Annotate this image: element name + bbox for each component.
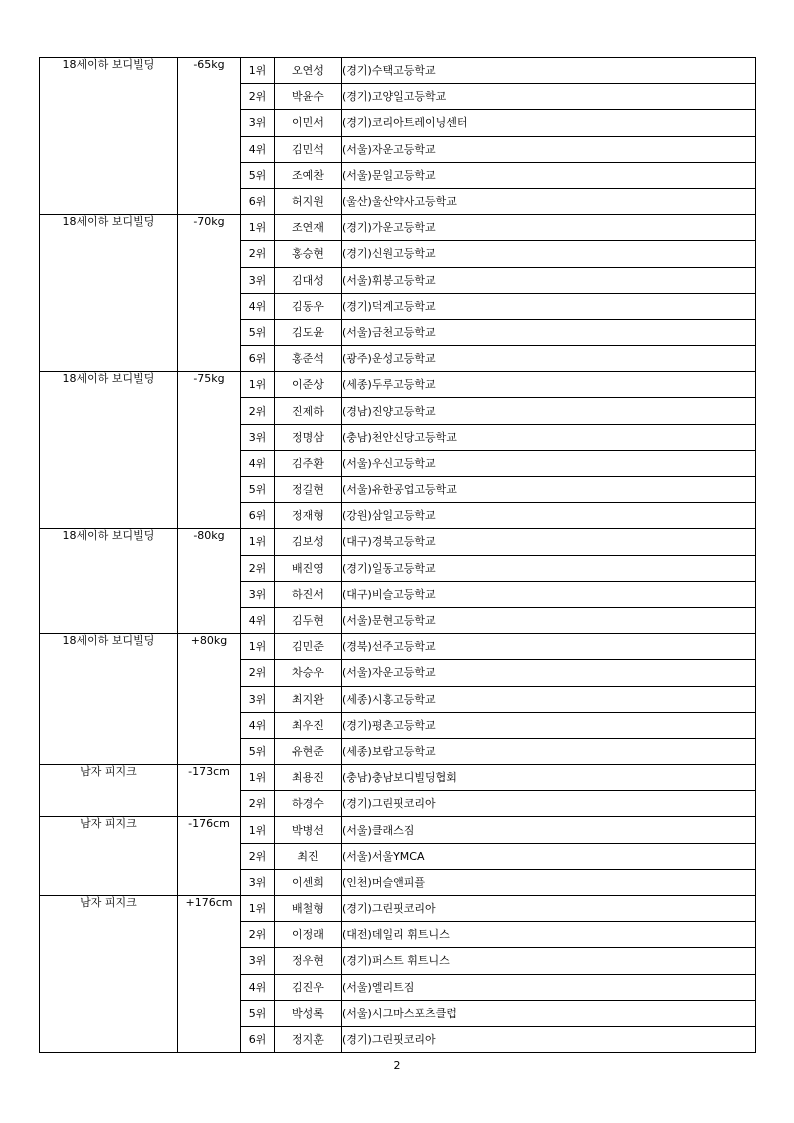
affiliation-cell: (서울)서울YMCA xyxy=(342,843,756,869)
name-cell: 배철형 xyxy=(275,896,342,922)
rank-cell: 1위 xyxy=(241,765,275,791)
affiliation-cell: (경기)그린핏코리아 xyxy=(342,791,756,817)
rank-cell: 1위 xyxy=(241,817,275,843)
class-cell: +176cm xyxy=(178,896,241,1053)
name-cell: 조예찬 xyxy=(275,162,342,188)
affiliation-cell: (광주)운성고등학교 xyxy=(342,346,756,372)
rank-cell: 1위 xyxy=(241,215,275,241)
class-cell: -65kg xyxy=(178,58,241,215)
name-cell: 박성록 xyxy=(275,1000,342,1026)
class-cell: -176cm xyxy=(178,817,241,896)
page-number: 2 xyxy=(393,1059,401,1072)
name-cell: 하진서 xyxy=(275,581,342,607)
affiliation-cell: (서울)우신고등학교 xyxy=(342,450,756,476)
rank-cell: 1위 xyxy=(241,529,275,555)
affiliation-cell: (경기)그린핏코리아 xyxy=(342,896,756,922)
affiliation-cell: (서울)유한공업고등학교 xyxy=(342,477,756,503)
rank-cell: 1위 xyxy=(241,372,275,398)
affiliation-cell: (강원)삼일고등학교 xyxy=(342,503,756,529)
rank-cell: 2위 xyxy=(241,843,275,869)
name-cell: 허지원 xyxy=(275,188,342,214)
name-cell: 최진 xyxy=(275,843,342,869)
results-body xyxy=(40,58,756,1053)
affiliation-cell: (경기)코리아트레이닝센터 xyxy=(342,110,756,136)
affiliation-cell: (서울)휘봉고등학교 xyxy=(342,267,756,293)
event-cell: 18세이하 보디빌딩 xyxy=(40,215,178,372)
event-cell: 18세이하 보디빌딩 xyxy=(40,634,178,765)
name-cell: 이정래 xyxy=(275,922,342,948)
name-cell: 최우진 xyxy=(275,712,342,738)
affiliation-cell: (경기)가운고등학교 xyxy=(342,215,756,241)
affiliation-cell: (대전)데일리 휘트니스 xyxy=(342,922,756,948)
table-row xyxy=(40,215,756,241)
rank-cell: 2위 xyxy=(241,555,275,581)
name-cell: 박윤수 xyxy=(275,84,342,110)
rank-cell: 3위 xyxy=(241,869,275,895)
affiliation-cell: (서울)클래스짐 xyxy=(342,817,756,843)
name-cell: 최지완 xyxy=(275,686,342,712)
rank-cell: 5위 xyxy=(241,1000,275,1026)
name-cell: 김도윤 xyxy=(275,319,342,345)
name-cell: 이민서 xyxy=(275,110,342,136)
name-cell: 김진우 xyxy=(275,974,342,1000)
rank-cell: 2위 xyxy=(241,84,275,110)
name-cell: 김동우 xyxy=(275,293,342,319)
rank-cell: 6위 xyxy=(241,1026,275,1052)
rank-cell: 5위 xyxy=(241,162,275,188)
affiliation-cell: (경남)진양고등학교 xyxy=(342,398,756,424)
rank-cell: 3위 xyxy=(241,110,275,136)
affiliation-cell: (서울)엘리트짐 xyxy=(342,974,756,1000)
rank-cell: 1위 xyxy=(241,896,275,922)
rank-cell: 2위 xyxy=(241,660,275,686)
name-cell: 정지훈 xyxy=(275,1026,342,1052)
rank-cell: 3위 xyxy=(241,581,275,607)
event-cell: 18세이하 보디빌딩 xyxy=(40,529,178,634)
rank-cell: 6위 xyxy=(241,503,275,529)
rank-cell: 6위 xyxy=(241,346,275,372)
class-cell: -75kg xyxy=(178,372,241,529)
affiliation-cell: (경기)고양일고등학교 xyxy=(342,84,756,110)
name-cell: 홍승현 xyxy=(275,241,342,267)
table-row xyxy=(40,634,756,660)
affiliation-cell: (인천)머슬앤피플 xyxy=(342,869,756,895)
affiliation-cell: (대구)비슬고등학교 xyxy=(342,581,756,607)
name-cell: 정재형 xyxy=(275,503,342,529)
event-cell: 18세이하 보디빌딩 xyxy=(40,372,178,529)
affiliation-cell: (세종)시홍고등학교 xyxy=(342,686,756,712)
name-cell: 홍준석 xyxy=(275,346,342,372)
class-cell: -70kg xyxy=(178,215,241,372)
name-cell: 박병선 xyxy=(275,817,342,843)
affiliation-cell: (경기)그린핏코리아 xyxy=(342,1026,756,1052)
name-cell: 정우현 xyxy=(275,948,342,974)
rank-cell: 4위 xyxy=(241,293,275,319)
name-cell: 차승우 xyxy=(275,660,342,686)
rank-cell: 2위 xyxy=(241,791,275,817)
rank-cell: 3위 xyxy=(241,424,275,450)
rank-cell: 4위 xyxy=(241,607,275,633)
name-cell: 배진영 xyxy=(275,555,342,581)
affiliation-cell: (서울)문현고등학교 xyxy=(342,607,756,633)
rank-cell: 5위 xyxy=(241,477,275,503)
rank-cell: 2위 xyxy=(241,241,275,267)
event-cell: 남자 피지크 xyxy=(40,817,178,896)
name-cell: 조연재 xyxy=(275,215,342,241)
event-cell: 남자 피지크 xyxy=(40,765,178,817)
rank-cell: 3위 xyxy=(241,686,275,712)
affiliation-cell: (서울)자운고등학교 xyxy=(342,136,756,162)
name-cell: 정길현 xyxy=(275,477,342,503)
rank-cell: 5위 xyxy=(241,738,275,764)
table-row xyxy=(40,896,756,922)
rank-cell: 2위 xyxy=(241,922,275,948)
affiliation-cell: (경북)선주고등학교 xyxy=(342,634,756,660)
affiliation-cell: (경기)평촌고등학교 xyxy=(342,712,756,738)
name-cell: 김주환 xyxy=(275,450,342,476)
affiliation-cell: (경기)수택고등학교 xyxy=(342,58,756,84)
affiliation-cell: (경기)퍼스트 휘트니스 xyxy=(342,948,756,974)
affiliation-cell: (서울)문일고등학교 xyxy=(342,162,756,188)
rank-cell: 1위 xyxy=(241,58,275,84)
affiliation-cell: (서울)시그마스포츠클럽 xyxy=(342,1000,756,1026)
table-row xyxy=(40,765,756,791)
affiliation-cell: (서울)금천고등학교 xyxy=(342,319,756,345)
rank-cell: 6위 xyxy=(241,188,275,214)
affiliation-cell: (경기)덕계고등학교 xyxy=(342,293,756,319)
name-cell: 최용진 xyxy=(275,765,342,791)
rank-cell: 3위 xyxy=(241,948,275,974)
affiliation-cell: (경기)신원고등학교 xyxy=(342,241,756,267)
event-cell: 18세이하 보디빌딩 xyxy=(40,58,178,215)
rank-cell: 4위 xyxy=(241,136,275,162)
name-cell: 정명삼 xyxy=(275,424,342,450)
name-cell: 김대성 xyxy=(275,267,342,293)
name-cell: 이준상 xyxy=(275,372,342,398)
rank-cell: 2위 xyxy=(241,398,275,424)
affiliation-cell: (대구)경북고등학교 xyxy=(342,529,756,555)
name-cell: 김민준 xyxy=(275,634,342,660)
table-row xyxy=(40,372,756,398)
rank-cell: 4위 xyxy=(241,712,275,738)
name-cell: 오연성 xyxy=(275,58,342,84)
name-cell: 유현준 xyxy=(275,738,342,764)
affiliation-cell: (경기)일동고등학교 xyxy=(342,555,756,581)
rank-cell: 5위 xyxy=(241,319,275,345)
event-cell: 남자 피지크 xyxy=(40,896,178,1053)
name-cell: 김민석 xyxy=(275,136,342,162)
class-cell: -173cm xyxy=(178,765,241,817)
rank-cell: 1위 xyxy=(241,634,275,660)
name-cell: 하경수 xyxy=(275,791,342,817)
rank-cell: 3위 xyxy=(241,267,275,293)
class-cell: +80kg xyxy=(178,634,241,765)
table-row xyxy=(40,529,756,555)
name-cell: 김두현 xyxy=(275,607,342,633)
results-table xyxy=(39,57,756,1053)
affiliation-cell: (충남)충남보디빌딩협회 xyxy=(342,765,756,791)
name-cell: 진제하 xyxy=(275,398,342,424)
name-cell: 이센희 xyxy=(275,869,342,895)
name-cell: 김보성 xyxy=(275,529,342,555)
rank-cell: 4위 xyxy=(241,450,275,476)
table-row xyxy=(40,58,756,84)
table-row xyxy=(40,817,756,843)
affiliation-cell: (충남)천안신당고등학교 xyxy=(342,424,756,450)
class-cell: -80kg xyxy=(178,529,241,634)
affiliation-cell: (세종)두루고등학교 xyxy=(342,372,756,398)
affiliation-cell: (울산)울산약사고등학교 xyxy=(342,188,756,214)
affiliation-cell: (세종)보람고등학교 xyxy=(342,738,756,764)
affiliation-cell: (서울)자운고등학교 xyxy=(342,660,756,686)
rank-cell: 4위 xyxy=(241,974,275,1000)
